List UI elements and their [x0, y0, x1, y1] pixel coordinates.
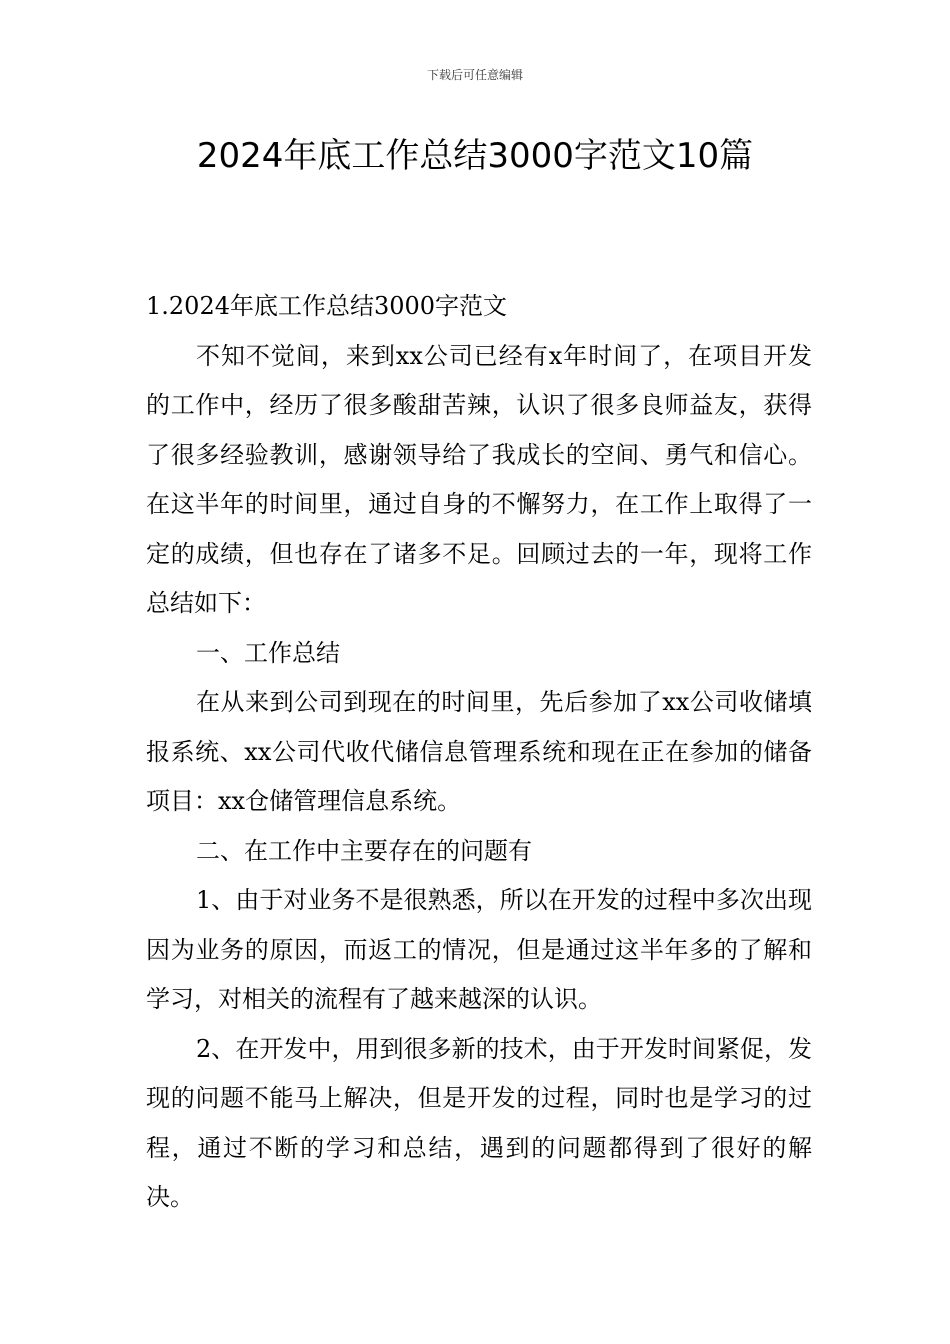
section-title: 1.2024年底工作总结3000字范文 [146, 292, 508, 320]
paragraph-projects: 在从来到公司到现在的时间里，先后参加了xx公司收储填报系统、xx公司代收代储信息管理系统和现在正在参加的储备项目：xx仓储管理信息系统。 [146, 688, 812, 815]
paragraph-problem-2: 2、在开发中，用到很多新的技术，由于开发时间紧促，发现的问题不能马上解决，但是开发的过程，同时也是学习的过程，通过不断的学习和总结，遇到的问题都得到了很好的解决。 [146, 1034, 812, 1211]
paragraph-intro: 不知不觉间，来到xx公司已经有x年时间了，在项目开发的工作中，经历了很多酸甜苦辣，认识了很多良师益友，获得了很多经验教训，感谢领导给了我成长的空间、勇气和信心。在这半年的时间里，通过自身的不懈努力，在工作上取得了一定的成绩，但也存在了诸多不足。回顾过去的一年，现将工作总结如下： [146, 341, 812, 617]
heading-problems: 二、在工作中主要存在的问题有 [196, 836, 532, 865]
header-note: 下载后可任意编辑 [426, 68, 523, 82]
document-title: 2024年底工作总结3000字范文10篇 [196, 136, 754, 176]
paragraph-problem-1: 1、由于对业务不是很熟悉，所以在开发的过程中多次出现因为业务的原因，而返工的情况，但是通过这半年多的了解和学习，对相关的流程有了越来越深的认识。 [146, 886, 812, 1013]
heading-work-summary: 一、工作总结 [196, 638, 340, 667]
document-body [146, 282, 812, 1223]
